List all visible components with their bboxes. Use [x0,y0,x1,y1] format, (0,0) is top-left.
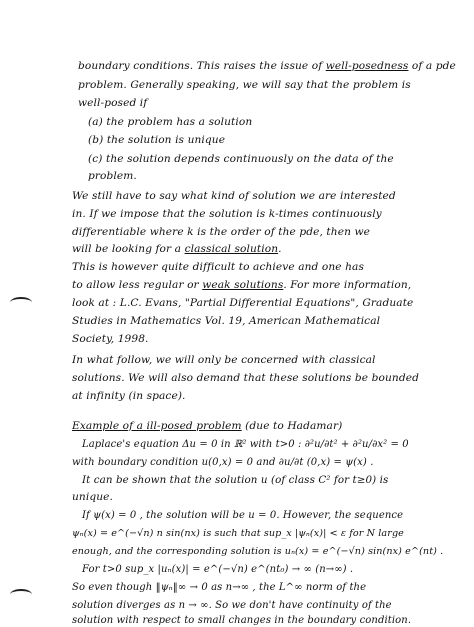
text-span: . For more information, [283,279,412,291]
text-line: In what follow, we will only be concerned with classical [72,354,376,366]
text-line: solutions. We will also demand that these solutions be bounded [72,372,419,384]
text-line: If ψ(x) = 0 , the solution will be u = 0. However, the sequence [82,510,404,521]
text-line: differentiable where k is the order of the pde, then we [72,226,371,238]
text-line [72,279,411,292]
text-span: . [278,243,282,255]
text-line [78,60,456,73]
text-line: with boundary condition u(0,x) = 0 and ∂u/∂t (0,x) = ψ(x) . [72,457,374,468]
term-well-posedness: well-posedness [325,60,409,72]
term-weak-solutions: weak solutions [202,279,284,291]
text-line [72,243,282,256]
text-line: We still have to say what kind of solution we are interested [72,190,396,202]
text-line: problem. Generally speaking, we will say that the problem is [78,79,411,91]
term-classical-solution: classical solution [184,243,279,255]
text-span: will be looking for a [72,243,185,255]
text-line: Society, 1998. [72,333,149,345]
list-item-a: (a) the problem has a solution [88,116,253,128]
punch-hole-bottom [10,589,32,600]
text-line: solution with respect to small changes in the boundary condition. [72,615,412,626]
text-line: enough, and the corresponding solution is uₙ(x) = e^(−√n) sin(nx) e^(nt) . [72,546,444,557]
text-span: to allow less regular or [72,279,203,291]
list-item-c: (c) the solution depends continuously on the data of the [88,153,394,165]
text-line: at infinity (in space). [72,390,186,402]
text-span: of a pde [408,60,456,72]
text-line: ψₙ(x) = e^(−√n) n sin(nx) is such that sup_x |ψₙ(x)| < ε for N large [72,528,404,539]
text-line: problem. [88,170,137,182]
punch-hole-top [10,297,32,308]
example-attribution: (due to Hadamar) [241,420,343,432]
text-span: boundary conditions. This raises the issue of [78,60,326,72]
text-line: Studies in Mathematics Vol. 19, American Mathematical [72,315,381,327]
text-line: in. If we impose that the solution is k-times continuously [72,208,382,220]
text-line: For t>0 sup_x |uₙ(x)| = e^(−√n) e^(nt₀) → ∞ (n→∞) . [82,564,354,575]
text-line: unique. [72,491,113,503]
text-line: solution diverges as n → ∞. So we don't have continuity of the [72,600,392,611]
text-line: This is however quite difficult to achieve and one has [72,261,365,273]
text-line: It can be shown that the solution u (of class C² for t≥0) is [82,474,389,486]
text-line: look at : L.C. Evans, "Partial Differential Equations", Graduate [72,297,414,309]
text-line: So even though ‖ψₙ‖∞ → 0 as n→∞ , the L^∞ norm of the [72,582,367,593]
example-title: Example of a ill-posed problem [72,420,242,432]
text-line: well-posed if [78,97,148,109]
list-item-b: (b) the solution is unique [88,134,226,146]
example-heading [72,420,342,433]
text-line: Laplace's equation Δu = 0 in ℝ² with t>0 : ∂²u/∂t² + ∂²u/∂x² = 0 [82,439,409,450]
